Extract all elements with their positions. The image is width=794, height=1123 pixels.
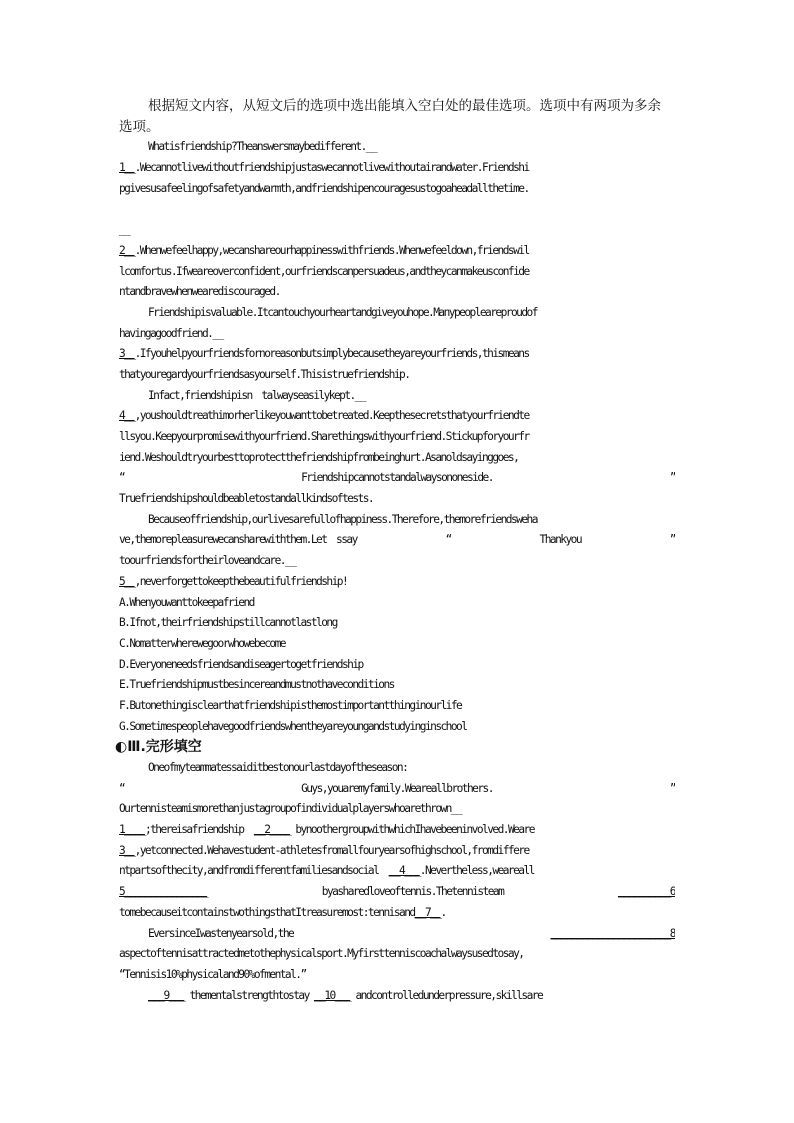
option-d: D.Everyoneneedsfriendsandiseagertogetfriendship xyxy=(119,657,363,671)
passage-line: ntpartsofthecity,andfromdifferentfamiliesandsocial __4___.Nevertheless,weareall xyxy=(119,864,534,878)
cloze-blank-10[interactable]: __10___ xyxy=(313,988,351,1002)
passage-line: EversinceIwastenyearsold,the _______________________8 xyxy=(119,924,675,945)
quote-line: “ Guys,youaremyfamily.Weareallbrothers. ” xyxy=(119,781,675,795)
quote-line: “ Friendshipcannotstandalwaysononeside. ” xyxy=(119,471,675,485)
passage-line: Whatisfriendship?Theanswersmaybedifferent.__ xyxy=(148,140,377,154)
passage-line: ntandbravewhenwearediscouraged. xyxy=(119,285,280,299)
passage-line: ___9___ thementalstrengthtostay __10___ andcontrolledunderpressure,skillsare xyxy=(148,988,543,1002)
passage-line: lcomfortus.Ifweareoverconfident,ourfriendscanpersuadeus,andtheycanmakeusconfide xyxy=(119,264,529,278)
option-g: G.Sometimespeoplehavegoodfriendswhentheyareyoungandstudyinginschool xyxy=(119,719,467,733)
passage-line: pgivesusafeelingofsafetyandwarmth,andfriendshipencouragesustogoaheadallthetime. xyxy=(119,181,529,195)
passage-line: “Tennisis10%physicaland90%ofmental.” xyxy=(119,967,306,981)
instruction-line-2: 选项。 xyxy=(119,118,160,135)
cloze-blank-8[interactable]: _______________________8 xyxy=(550,926,675,940)
cloze-blank-4[interactable]: __4___ xyxy=(388,864,420,878)
option-c: C.Nomatterwherewegoorwhowebecome xyxy=(119,636,285,650)
passage-line: llsyou.Keepyourpromisewithyourfriend.Sharethingswithyourfriend.Stickupforyourfr xyxy=(119,430,529,443)
passage-line: Infact,friendshipisn talwayseasilykept.__ xyxy=(148,388,366,402)
passage-line: 2__.Whenwefeelhappy,wecanshareourhappinesswithfriends.Whenwefeeldown,friendswil xyxy=(119,243,529,257)
option-f: F.Butonethingisclearthatfriendshipisthemostimportantthinginourlife xyxy=(119,698,462,712)
passage-line: ve,themorepleasurewecansharewiththem.Let ssay “ Thankyou ” xyxy=(119,533,675,547)
cloze-blank-2[interactable]: __2____ xyxy=(253,823,291,837)
passage-line: Truefriendshipshouldbeabletostandallkindsoftests. xyxy=(119,492,374,506)
spacer xyxy=(119,199,675,220)
cloze-blank-6[interactable]: __________6 xyxy=(617,885,675,899)
blank-5[interactable]: 5__ xyxy=(119,574,135,588)
section-heading: ◐Ⅲ.完形填空 xyxy=(115,739,202,756)
option-b: B.Ifnot,theirfriendshipstillcannotlastlong xyxy=(119,616,337,630)
passage-line: 4__,youshouldtreathimorherlikeyouwanttobetreated.Keepthesecretsthatyourfriendte xyxy=(119,409,529,423)
passage-line: Oneofmyteammatessaiditbestonourlastdayoftheseason: xyxy=(148,761,408,774)
cloze-blank-1[interactable]: 1____ xyxy=(119,823,145,837)
blank-1[interactable]: 1__ xyxy=(119,161,135,175)
worksheet-page xyxy=(115,96,675,1006)
passage-line: Ourtennisteamismorethanjustagroupofindividualplayerswhoarethrown__ xyxy=(119,802,462,816)
passage-line: toourfriendsfortheirloveandcare.__ xyxy=(119,554,296,568)
passage-line: 1____;thereisafriendship __2____ bynoothergroupwithwhichIhavebeeninvolved.Weare xyxy=(119,823,534,837)
option-e: E.Truefriendshipmustbesincereandmustnothaveconditions xyxy=(119,678,394,692)
cloze-blank-9[interactable]: ___9___ xyxy=(148,988,185,1002)
blank-4[interactable]: 4__ xyxy=(119,409,135,423)
blank-2[interactable]: 2__ xyxy=(119,243,135,257)
passage-line: Friendshipisvaluable.Itcantouchyourheartandgiveyouhope.Manypeopleareproudof xyxy=(148,305,537,319)
passage-line: 5________________ byasharedloveoftennis.Thetennisteam __________6 xyxy=(119,882,675,903)
passage-line: havingagoodfriend.__ xyxy=(119,326,223,340)
blank-3[interactable]: 3__ xyxy=(119,347,135,361)
option-a: A.Whenyouwanttokeepafriend xyxy=(119,595,254,609)
cloze-blank-5[interactable]: 5________________ xyxy=(119,885,208,899)
passage-line: 3__,yetconnected.Wehavestudent-athletesfromallfouryearsofhighschool,fromdiffere xyxy=(119,843,529,857)
passage-line: aspectoftennisattractedmetothephysicalsport.Myfirsttenniscoachalwaysusedtosay, xyxy=(119,947,524,961)
passage-line: iend.Weshouldtryourbesttoprotectthefriendshipfrombeinghurt.Asanoldsayinggoes, xyxy=(119,450,519,464)
cloze-blank-7[interactable]: __7__ xyxy=(414,905,441,919)
passage-line: Becauseoffriendship,ourlivesarefullofhappiness.Therefore,themorefriendsweha xyxy=(148,512,537,526)
passage-line: 3__.Ifyouhelpyourfriendsfornoreasonbutsimplybecausetheyareyourfriends,thismeans xyxy=(119,347,529,361)
passage-line: 1__.Wecannotlivewithoutfriendshipjustaswecannotlivewithoutairandwater.Friendshi xyxy=(119,161,529,175)
blank-line: __ xyxy=(119,223,130,237)
passage-line: tomebecauseitcontainstwothingsthatItreasuremost:tennisand__7__. xyxy=(119,905,446,919)
instruction-line-1: 根据短文内容，从短文后的选项中选出能填入空白处的最佳选项。选项中有两项为多余 xyxy=(148,98,661,114)
cloze-blank-3[interactable]: 3__ xyxy=(119,843,135,857)
passage-line: thatyouregardyourfriendsasyourself.Thisistruefriendship. xyxy=(119,367,410,381)
passage-line: 5__,neverforgettokeepthebeautifulfriendship! xyxy=(119,574,348,588)
